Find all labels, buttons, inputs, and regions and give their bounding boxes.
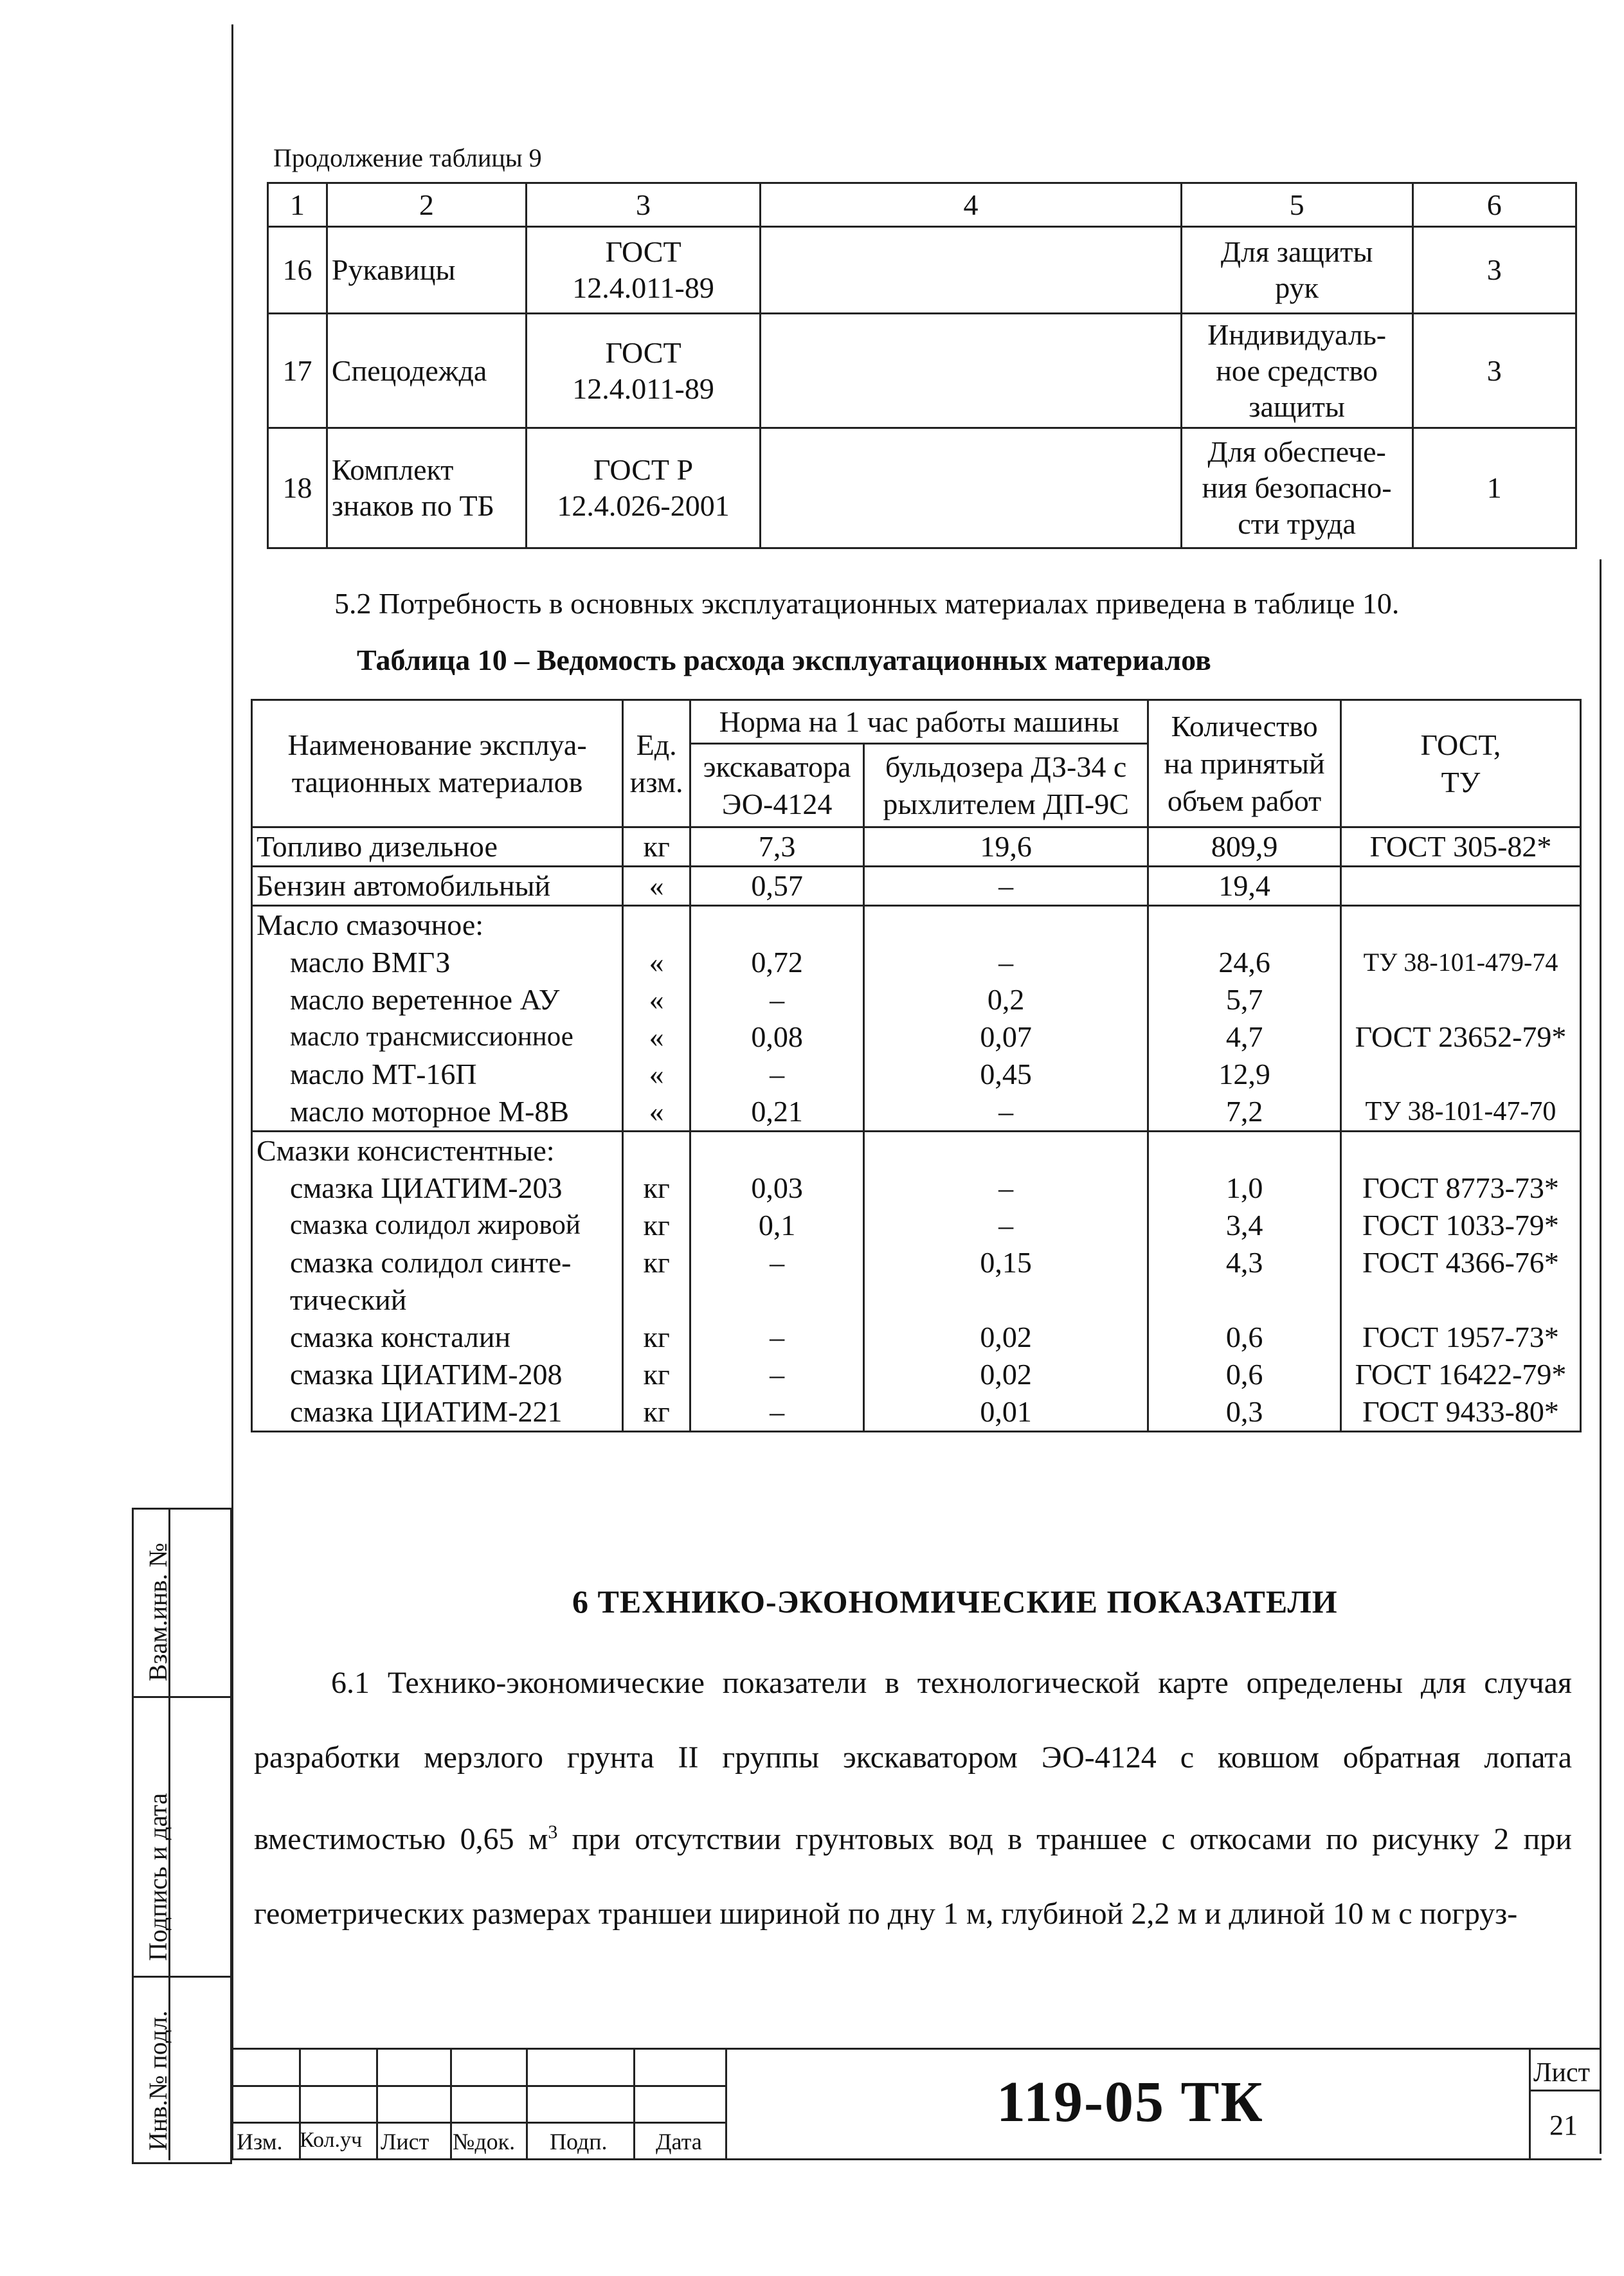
table10-cell-bulldozer (864, 906, 1148, 944)
title-block-col-line (526, 2048, 528, 2160)
table10-row (252, 1093, 1581, 1132)
table9-cell-empty (761, 314, 1181, 428)
table10-row (252, 1319, 1581, 1356)
table10-cell-excavator: 7,3 (690, 827, 864, 867)
table10-cell-std (1340, 981, 1580, 1018)
table10-cell-name: Бензин автомобильный (252, 867, 623, 906)
table10-cell-unit: кг (623, 1356, 690, 1393)
table10-cell-qty: 1,0 (1148, 1170, 1341, 1207)
table10-cell-qty: 7,2 (1148, 1093, 1341, 1132)
table10-row (252, 981, 1581, 1018)
table10-cell-excavator (690, 1132, 864, 1170)
table10-cell-qty: 12,9 (1148, 1056, 1341, 1093)
section-6-paragraph-superscript: 3 (548, 1821, 558, 1843)
table10-cell-unit: кг (623, 1393, 690, 1432)
table10-row (252, 1170, 1581, 1207)
paragraph-5-2: 5.2 Потребность в основных эксплуатационных материалах приведена в таблице 10. (334, 587, 1400, 620)
table10-cell-qty: 3,4 (1148, 1207, 1341, 1244)
sheet-number: 21 (1549, 2109, 1578, 2141)
table10-cell-std (1340, 1132, 1580, 1170)
table10-cell-name: смазка ЦИАТИМ-208 (252, 1356, 623, 1393)
table10-cell-excavator (690, 906, 864, 944)
table10-group-row (252, 1132, 1581, 1170)
table10-cell-std: ГОСТ 8773-73* (1340, 1170, 1580, 1207)
table10-header-bulldozer: бульдозера ДЗ-34 с рыхлителем ДП-9С (864, 744, 1148, 827)
table9-row (268, 428, 1576, 548)
table10-cell-std: ГОСТ 23652-79* (1340, 1018, 1580, 1056)
table10-cell-unit: « (623, 1056, 690, 1093)
table10-cell-qty: 4,7 (1148, 1018, 1341, 1056)
table10-cell-std: ТУ 38-101-47-70 (1340, 1093, 1580, 1132)
title-block-col-line (450, 2048, 452, 2160)
table10-cell-qty (1148, 906, 1341, 944)
table10-cell-excavator: 0,21 (690, 1093, 864, 1132)
table9-header-row (268, 183, 1576, 227)
table10 (251, 699, 1582, 1432)
table10-cell-name: смазка солидол жировой (252, 1207, 623, 1244)
table10-row (252, 1018, 1581, 1056)
table10-header-excavator: экскаватора ЭО-4124 (690, 744, 864, 827)
table10-cell-std (1340, 906, 1580, 944)
table10-cell-qty: 0,3 (1148, 1393, 1341, 1432)
table10-cell-excavator: 0,03 (690, 1170, 864, 1207)
table10-cell-name: масло веретенное АУ (252, 981, 623, 1018)
table10-cell-unit (623, 1132, 690, 1170)
table9-cell-standard: ГОСТ Р 12.4.026-2001 (526, 428, 761, 548)
title-block-col-line (1529, 2048, 1531, 2160)
table10-row (252, 944, 1581, 981)
table10-cell-bulldozer: – (864, 944, 1148, 981)
table9-cell-number: 17 (268, 314, 327, 428)
table10-cell-excavator: – (690, 1356, 864, 1393)
table10-cell-excavator: – (690, 1319, 864, 1356)
table10-cell-name: смазка ЦИАТИМ-203 (252, 1170, 623, 1207)
table10-cell-bulldozer: – (864, 1093, 1148, 1132)
section-6-title: 6 ТЕХНИКО-ЭКОНОМИЧЕСКИЕ ПОКАЗАТЕЛИ (572, 1584, 1338, 1620)
table10-row (252, 827, 1581, 867)
table10-cell-excavator: 0,1 (690, 1207, 864, 1244)
table10-cell-std (1340, 867, 1580, 906)
title-block-label-count: Кол.уч (300, 2128, 363, 2152)
table9-cell-purpose: Индивидуаль- ное средство защиты (1181, 314, 1412, 428)
table9-row (268, 314, 1576, 428)
title-block-label-sign: Подп. (550, 2129, 608, 2154)
title-block-row-line (231, 2122, 725, 2124)
table10-cell-unit: кг (623, 827, 690, 867)
section-6-paragraph-text-1: 6.1 Технико-экономические показатели в технологической карте определены для случая разработки мерзлого грунта II группы экскаватором ЭО-4124 с ковшом обратная лопата вместимостью 0,65 м (254, 1666, 1572, 1856)
table10-cell-unit: кг (623, 1244, 690, 1319)
table10-cell-qty: 4,3 (1148, 1244, 1341, 1319)
table9-cell-standard: ГОСТ 12.4.011-89 (526, 227, 761, 314)
table10-cell-name: масло трансмиссионное (252, 1018, 623, 1056)
table9-cell-qty: 1 (1412, 428, 1576, 548)
table9-header-cell: 1 (268, 183, 327, 227)
table10-header-unit: Ед. изм. (623, 700, 690, 827)
table10-cell-unit: кг (623, 1319, 690, 1356)
table10-cell-name: смазка солидол синте- тический (252, 1244, 623, 1319)
table10-cell-bulldozer: 0,01 (864, 1393, 1148, 1432)
table10-cell-excavator: – (690, 1244, 864, 1319)
table10-cell-unit: « (623, 867, 690, 906)
side-stamp-divider (132, 1696, 230, 1698)
table10-header-row (252, 700, 1581, 744)
table9-cell-qty: 3 (1412, 314, 1576, 428)
table10-cell-unit (623, 906, 690, 944)
table10-cell-std: ТУ 38-101-479-74 (1340, 944, 1580, 981)
table10-header-qty: Количество на принятый объем работ (1148, 700, 1341, 827)
table10-cell-name: масло МТ-16П (252, 1056, 623, 1093)
title-block-row-line (1529, 2090, 1601, 2091)
table9-header-cell: 6 (1412, 183, 1576, 227)
table10-cell-excavator: – (690, 981, 864, 1018)
title-block-top-border (231, 2048, 1601, 2050)
table10-cell-bulldozer: 0,15 (864, 1244, 1148, 1319)
table10-cell-bulldozer: 0,2 (864, 981, 1148, 1018)
frame-bottom-border (231, 2158, 1601, 2160)
section-6-paragraph (254, 1646, 1572, 1951)
table9-cell-name: Рукавицы (327, 227, 526, 314)
table10-body (252, 827, 1581, 1432)
table10-row (252, 1356, 1581, 1393)
table10-cell-std: ГОСТ 1033-79* (1340, 1207, 1580, 1244)
table10-cell-name: смазка консталин (252, 1319, 623, 1356)
table10-cell-bulldozer: 0,45 (864, 1056, 1148, 1093)
table10-cell-bulldozer: 0,02 (864, 1319, 1148, 1356)
table10-cell-std: ГОСТ 4366-76* (1340, 1244, 1580, 1319)
table9-cell-qty: 3 (1412, 227, 1576, 314)
table9-cell-purpose: Для обеспече- ния безопасно- сти труда (1181, 428, 1412, 548)
title-block-row-line (231, 2085, 725, 2087)
title-block-label-sheet: Лист (381, 2129, 429, 2154)
table10-cell-qty: 5,7 (1148, 981, 1341, 1018)
table10-cell-bulldozer (864, 1132, 1148, 1170)
table10-header-std: ГОСТ, ТУ (1340, 700, 1580, 827)
title-block-label-date: Дата (656, 2129, 702, 2154)
title-block-col-line (376, 2048, 378, 2160)
table9-cell-empty (761, 428, 1181, 548)
table10-cell-bulldozer: 0,07 (864, 1018, 1148, 1056)
table10-group-name: Масло смазочное: (252, 906, 623, 944)
table10-row (252, 1244, 1581, 1319)
table10-cell-unit: « (623, 944, 690, 981)
table10-cell-qty: 0,6 (1148, 1356, 1341, 1393)
table10-cell-name: смазка ЦИАТИМ-221 (252, 1393, 623, 1432)
table10-group-name: Смазки консистентные: (252, 1132, 623, 1170)
table10-cell-name: масло моторное М-8В (252, 1093, 623, 1132)
table9-cell-empty (761, 227, 1181, 314)
table9-row (268, 227, 1576, 314)
table9-header-cell: 4 (761, 183, 1181, 227)
table10-cell-std: ГОСТ 305-82* (1340, 827, 1580, 867)
table9-cell-name: Комплект знаков по ТБ (327, 428, 526, 548)
table9-cell-number: 16 (268, 227, 327, 314)
section-6-paragraph-text-2: при отсутствии грунтовых вод в траншее с откосами по рисунку 2 при геометрических размерах траншеи шириной по дну 1 м, глубиной 2,2 м и длиной 10 м с погруз- (254, 1822, 1572, 1931)
table10-header-norm: Норма на 1 час работы машины (690, 700, 1148, 744)
table10-header-name: Наименование эксплуа- тационных материалов (252, 700, 623, 827)
table10-cell-bulldozer: – (864, 867, 1148, 906)
table10-cell-unit: « (623, 1018, 690, 1056)
side-stamp-divider (132, 1976, 230, 1978)
table10-cell-name: Топливо дизельное (252, 827, 623, 867)
table10-cell-qty: 809,9 (1148, 827, 1341, 867)
side-stamp-signdate-label: Подпись и дата (143, 1793, 172, 1961)
table10-cell-unit: « (623, 1093, 690, 1132)
frame-right-border (1600, 559, 1601, 2154)
side-stamp-inv-label: Инв.№ подл. (143, 2010, 172, 2151)
table10-cell-qty: 19,4 (1148, 867, 1341, 906)
table10-row (252, 1393, 1581, 1432)
table10-cell-excavator: 0,08 (690, 1018, 864, 1056)
table9 (267, 182, 1577, 549)
document-code: 119-05 ТК (997, 2070, 1264, 2134)
table10-cell-excavator: 0,57 (690, 867, 864, 906)
title-block-col-line (725, 2048, 727, 2160)
table10-cell-unit: кг (623, 1207, 690, 1244)
table9-header-cell: 3 (526, 183, 761, 227)
table10-row (252, 1207, 1581, 1244)
table9-cell-standard: ГОСТ 12.4.011-89 (526, 314, 761, 428)
table9-header-cell: 5 (1181, 183, 1412, 227)
table9-cell-name: Спецодежда (327, 314, 526, 428)
table10-cell-qty: 0,6 (1148, 1319, 1341, 1356)
table10-cell-qty: 24,6 (1148, 944, 1341, 981)
table10-cell-std: ГОСТ 16422-79* (1340, 1356, 1580, 1393)
table10-cell-excavator: – (690, 1056, 864, 1093)
table10-cell-name: масло ВМГЗ (252, 944, 623, 981)
table9-caption: Продолжение таблицы 9 (273, 143, 542, 172)
table10-cell-excavator: – (690, 1393, 864, 1432)
table10-row (252, 867, 1581, 906)
table10-cell-unit: кг (623, 1170, 690, 1207)
table10-cell-bulldozer: – (864, 1207, 1148, 1244)
table9-cell-purpose: Для защиты рук (1181, 227, 1412, 314)
table10-cell-excavator: 0,72 (690, 944, 864, 981)
sheet-label: Лист (1533, 2058, 1590, 2088)
table10-cell-qty (1148, 1132, 1341, 1170)
side-stamp-replace-label: Взам.инв. № (143, 1542, 172, 1681)
table10-group-row (252, 906, 1581, 944)
table10-cell-std: ГОСТ 1957-73* (1340, 1319, 1580, 1356)
table10-title: Таблица 10 – Ведомость расхода эксплуатационных материалов (357, 644, 1211, 676)
table10-cell-bulldozer: 0,02 (864, 1356, 1148, 1393)
table10-cell-std: ГОСТ 9433-80* (1340, 1393, 1580, 1432)
title-block-col-line (633, 2048, 635, 2160)
title-block-label-change: Изм. (237, 2129, 283, 2154)
table9-header-cell: 2 (327, 183, 526, 227)
table10-cell-std (1340, 1056, 1580, 1093)
table10-row (252, 1056, 1581, 1093)
table10-cell-bulldozer: 19,6 (864, 827, 1148, 867)
table10-cell-unit: « (623, 981, 690, 1018)
table10-cell-bulldozer: – (864, 1170, 1148, 1207)
table9-cell-number: 18 (268, 428, 327, 548)
title-block-label-docnum: №док. (453, 2129, 516, 2154)
